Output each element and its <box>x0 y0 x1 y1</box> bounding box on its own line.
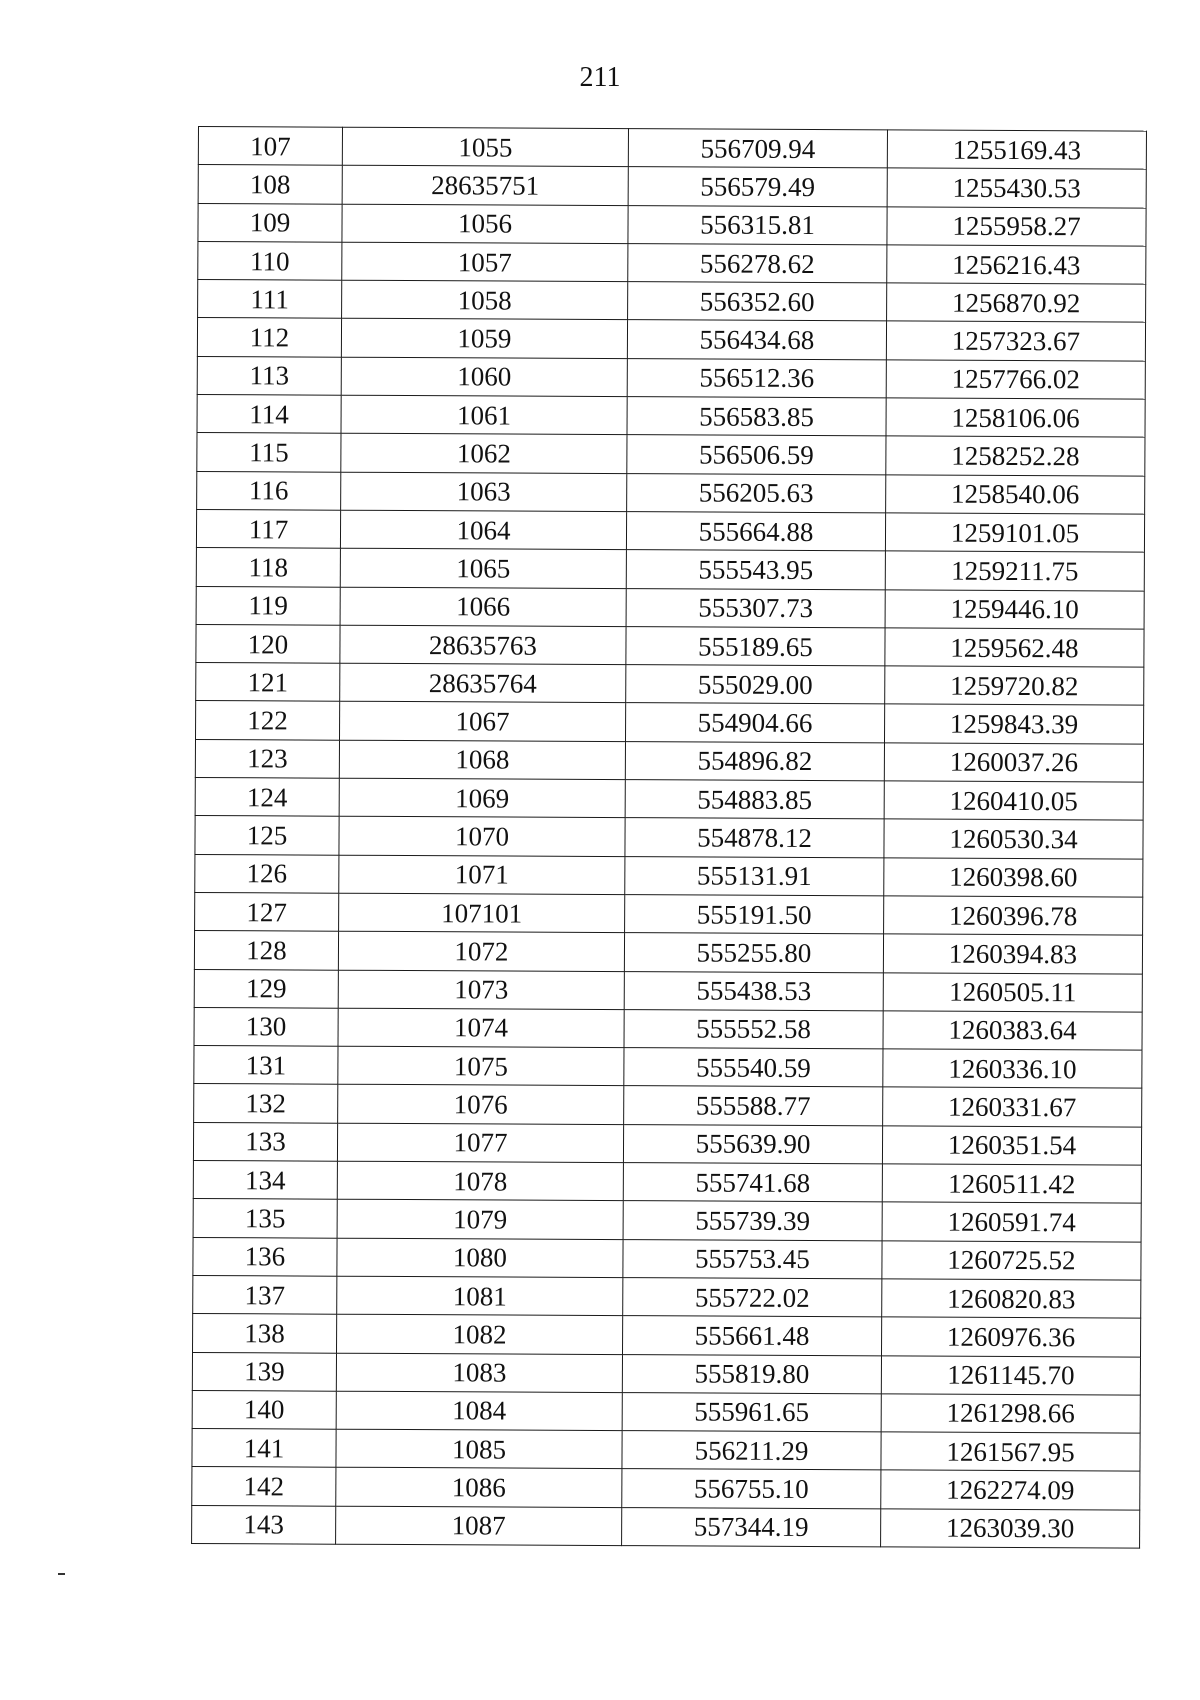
x-coordinate-cell: 554883.85 <box>625 780 884 820</box>
y-coordinate-cell: 1260394.83 <box>883 934 1142 974</box>
point-id-cell: 1079 <box>337 1200 623 1240</box>
table-row <box>195 854 1143 897</box>
y-coordinate-cell: 1260351.54 <box>882 1126 1141 1166</box>
point-id-cell: 28635751 <box>342 166 628 206</box>
point-index-cell: 142 <box>192 1467 336 1506</box>
table-row <box>194 1007 1142 1050</box>
y-coordinate-cell: 1261567.95 <box>881 1432 1140 1472</box>
point-index-cell: 119 <box>196 586 340 625</box>
point-index-cell: 132 <box>194 1084 338 1123</box>
y-coordinate-cell: 1262274.09 <box>881 1470 1140 1510</box>
table-row <box>198 203 1146 246</box>
x-coordinate-cell: 556755.10 <box>622 1469 881 1509</box>
table-row <box>196 586 1144 629</box>
point-index-cell: 133 <box>193 1122 337 1161</box>
point-id-cell: 1075 <box>338 1046 624 1086</box>
y-coordinate-cell: 1258540.06 <box>886 475 1145 515</box>
x-coordinate-cell: 555131.91 <box>625 856 884 896</box>
point-id-cell: 1078 <box>337 1161 623 1201</box>
point-id-cell: 1085 <box>336 1429 622 1469</box>
x-coordinate-cell: 554896.82 <box>625 741 884 781</box>
y-coordinate-cell: 1259101.05 <box>885 513 1144 553</box>
coordinate-table <box>191 126 1147 1549</box>
point-index-cell: 109 <box>198 203 342 242</box>
x-coordinate-cell: 554904.66 <box>625 703 884 743</box>
point-id-cell: 1055 <box>342 127 628 167</box>
y-coordinate-cell: 1255958.27 <box>887 206 1146 246</box>
table-row <box>193 1199 1141 1242</box>
table-row <box>196 624 1144 667</box>
x-coordinate-cell: 555189.65 <box>626 626 885 666</box>
point-id-cell: 1077 <box>337 1123 623 1163</box>
point-index-cell: 116 <box>197 471 341 510</box>
point-id-cell: 1059 <box>341 319 627 359</box>
y-coordinate-cell: 1260530.34 <box>884 819 1143 859</box>
point-id-cell: 1069 <box>339 778 625 818</box>
point-id-cell: 1063 <box>341 472 627 512</box>
table-row <box>197 356 1145 399</box>
y-coordinate-cell: 1260398.60 <box>884 858 1143 898</box>
point-id-cell: 1073 <box>338 970 624 1010</box>
y-coordinate-cell: 1263039.30 <box>881 1509 1140 1549</box>
point-id-cell: 1086 <box>336 1468 622 1508</box>
y-coordinate-cell: 1258252.28 <box>886 436 1145 476</box>
y-coordinate-cell: 1260336.10 <box>883 1049 1142 1089</box>
table-row <box>197 471 1145 514</box>
table-row <box>192 1429 1140 1472</box>
point-id-cell: 1083 <box>336 1353 622 1393</box>
x-coordinate-cell: 555961.65 <box>622 1392 881 1432</box>
point-id-cell: 1066 <box>340 587 626 627</box>
x-coordinate-cell: 556512.36 <box>627 358 886 398</box>
x-coordinate-cell: 556579.49 <box>628 167 887 207</box>
x-coordinate-cell: 557344.19 <box>622 1507 881 1547</box>
point-id-cell: 1068 <box>339 740 625 780</box>
table-row <box>196 548 1144 591</box>
point-id-cell: 28635764 <box>340 663 626 703</box>
point-id-cell: 1061 <box>341 395 627 435</box>
point-id-cell: 1070 <box>339 817 625 857</box>
table-row <box>192 1352 1140 1395</box>
x-coordinate-cell: 556434.68 <box>627 320 886 360</box>
table-row <box>196 701 1144 744</box>
x-coordinate-cell: 556211.29 <box>622 1431 881 1471</box>
point-index-cell: 127 <box>195 892 339 931</box>
table-row <box>192 1505 1140 1548</box>
x-coordinate-cell: 555255.80 <box>624 933 883 973</box>
y-coordinate-cell: 1260820.83 <box>882 1279 1141 1319</box>
point-index-cell: 135 <box>193 1199 337 1238</box>
x-coordinate-cell: 556205.63 <box>627 473 886 513</box>
x-coordinate-cell: 556506.59 <box>627 435 886 475</box>
point-index-cell: 122 <box>196 701 340 740</box>
x-coordinate-cell: 556315.81 <box>628 205 887 245</box>
y-coordinate-cell: 1260591.74 <box>882 1202 1141 1242</box>
point-id-cell: 1081 <box>337 1276 623 1316</box>
point-id-cell: 1056 <box>342 204 628 244</box>
table-row <box>198 280 1146 323</box>
y-coordinate-cell: 1260396.78 <box>884 896 1143 936</box>
point-index-cell: 113 <box>197 356 341 395</box>
y-coordinate-cell: 1261298.66 <box>881 1394 1140 1434</box>
y-coordinate-cell: 1255169.43 <box>887 130 1146 170</box>
table-row <box>198 241 1146 284</box>
x-coordinate-cell: 555739.39 <box>623 1201 882 1241</box>
table-row <box>195 778 1143 821</box>
x-coordinate-cell: 555588.77 <box>624 1086 883 1126</box>
y-coordinate-cell: 1257766.02 <box>886 360 1145 400</box>
y-coordinate-cell: 1260725.52 <box>882 1240 1141 1280</box>
point-id-cell: 1084 <box>336 1391 622 1431</box>
x-coordinate-cell: 555307.73 <box>626 588 885 628</box>
point-index-cell: 138 <box>193 1314 337 1353</box>
point-id-cell: 1082 <box>337 1314 623 1354</box>
table-row <box>194 931 1142 974</box>
y-coordinate-cell: 1260410.05 <box>884 781 1143 821</box>
point-index-cell: 108 <box>198 165 342 204</box>
point-index-cell: 139 <box>192 1352 336 1391</box>
y-coordinate-cell: 1256216.43 <box>887 245 1146 285</box>
x-coordinate-cell: 555191.50 <box>625 895 884 935</box>
table-row <box>195 816 1143 859</box>
x-coordinate-cell: 555741.68 <box>623 1163 882 1203</box>
table-row <box>196 509 1144 552</box>
x-coordinate-cell: 555438.53 <box>624 971 883 1011</box>
point-index-cell: 128 <box>194 931 338 970</box>
x-coordinate-cell: 556583.85 <box>627 397 886 437</box>
table-row <box>196 663 1144 706</box>
point-index-cell: 126 <box>195 854 339 893</box>
y-coordinate-cell: 1260037.26 <box>884 743 1143 783</box>
table-row <box>198 165 1146 208</box>
point-index-cell: 143 <box>192 1505 336 1544</box>
x-coordinate-cell: 555661.48 <box>623 1316 882 1356</box>
point-id-cell: 1076 <box>338 1085 624 1125</box>
x-coordinate-cell: 556278.62 <box>628 243 887 283</box>
point-index-cell: 136 <box>193 1237 337 1276</box>
point-index-cell: 112 <box>197 318 341 357</box>
point-index-cell: 129 <box>194 969 338 1008</box>
y-coordinate-cell: 1259720.82 <box>885 666 1144 706</box>
x-coordinate-cell: 555664.88 <box>626 512 885 552</box>
point-index-cell: 121 <box>196 663 340 702</box>
point-index-cell: 114 <box>197 395 341 434</box>
table-row <box>193 1237 1141 1280</box>
x-coordinate-cell: 555540.59 <box>624 1048 883 1088</box>
point-id-cell: 1074 <box>338 1008 624 1048</box>
y-coordinate-cell: 1259211.75 <box>885 551 1144 591</box>
y-coordinate-cell: 1256870.92 <box>887 283 1146 323</box>
point-id-cell: 1080 <box>337 1238 623 1278</box>
y-coordinate-cell: 1259562.48 <box>885 628 1144 668</box>
table-row <box>193 1161 1141 1204</box>
table-row <box>195 739 1143 782</box>
point-index-cell: 115 <box>197 433 341 472</box>
table-row <box>198 127 1146 170</box>
point-id-cell: 1072 <box>338 931 624 971</box>
point-id-cell: 1071 <box>339 855 625 895</box>
stray-mark <box>58 1573 65 1575</box>
point-index-cell: 137 <box>193 1275 337 1314</box>
point-index-cell: 111 <box>198 280 342 319</box>
point-index-cell: 123 <box>195 739 339 778</box>
x-coordinate-cell: 556709.94 <box>628 129 887 169</box>
point-index-cell: 118 <box>196 548 340 587</box>
y-coordinate-cell: 1257323.67 <box>886 321 1145 361</box>
point-id-cell: 1060 <box>341 357 627 397</box>
y-coordinate-cell: 1259446.10 <box>885 589 1144 629</box>
table-row <box>194 1084 1142 1127</box>
point-index-cell: 124 <box>195 778 339 817</box>
table-row <box>193 1314 1141 1357</box>
table-row <box>197 318 1145 361</box>
x-coordinate-cell: 555753.45 <box>623 1239 882 1279</box>
point-id-cell: 1058 <box>342 280 628 320</box>
point-index-cell: 120 <box>196 624 340 663</box>
point-id-cell: 107101 <box>339 893 625 933</box>
point-id-cell: 1067 <box>340 702 626 742</box>
point-index-cell: 140 <box>192 1390 336 1429</box>
y-coordinate-cell: 1259843.39 <box>884 704 1143 744</box>
point-index-cell: 130 <box>194 1007 338 1046</box>
table-row <box>197 395 1145 438</box>
x-coordinate-cell: 555552.58 <box>624 1009 883 1049</box>
point-index-cell: 131 <box>194 1046 338 1085</box>
point-id-cell: 28635763 <box>340 625 626 665</box>
y-coordinate-cell: 1261145.70 <box>881 1355 1140 1395</box>
point-id-cell: 1057 <box>342 242 628 282</box>
table-row <box>192 1390 1140 1433</box>
y-coordinate-cell: 1260331.67 <box>883 1087 1142 1127</box>
y-coordinate-cell: 1260976.36 <box>882 1317 1141 1357</box>
x-coordinate-cell: 554878.12 <box>625 818 884 858</box>
y-coordinate-cell: 1260511.42 <box>882 1164 1141 1204</box>
table-row <box>192 1467 1140 1510</box>
x-coordinate-cell: 555819.80 <box>622 1354 881 1394</box>
x-coordinate-cell: 555543.95 <box>626 550 885 590</box>
point-id-cell: 1087 <box>336 1506 622 1546</box>
y-coordinate-cell: 1258106.06 <box>886 398 1145 438</box>
table-row <box>197 433 1145 476</box>
point-index-cell: 117 <box>196 509 340 548</box>
table-row <box>193 1122 1141 1165</box>
x-coordinate-cell: 555722.02 <box>623 1277 882 1317</box>
table-row <box>193 1275 1141 1318</box>
x-coordinate-cell: 555029.00 <box>626 665 885 705</box>
point-id-cell: 1065 <box>340 548 626 588</box>
point-index-cell: 141 <box>192 1429 336 1468</box>
table-row <box>194 969 1142 1012</box>
page-number: 211 <box>579 62 621 93</box>
table-row <box>194 1046 1142 1089</box>
x-coordinate-cell: 556352.60 <box>628 282 887 322</box>
point-index-cell: 125 <box>195 816 339 855</box>
y-coordinate-cell: 1255430.53 <box>887 168 1146 208</box>
coordinate-table-body <box>192 127 1147 1549</box>
y-coordinate-cell: 1260383.64 <box>883 1011 1142 1051</box>
point-index-cell: 107 <box>198 127 342 166</box>
table-row <box>195 892 1143 935</box>
point-index-cell: 110 <box>198 241 342 280</box>
x-coordinate-cell: 555639.90 <box>623 1124 882 1164</box>
y-coordinate-cell: 1260505.11 <box>883 972 1142 1012</box>
point-id-cell: 1062 <box>341 434 627 474</box>
point-id-cell: 1064 <box>340 510 626 550</box>
point-index-cell: 134 <box>193 1161 337 1200</box>
